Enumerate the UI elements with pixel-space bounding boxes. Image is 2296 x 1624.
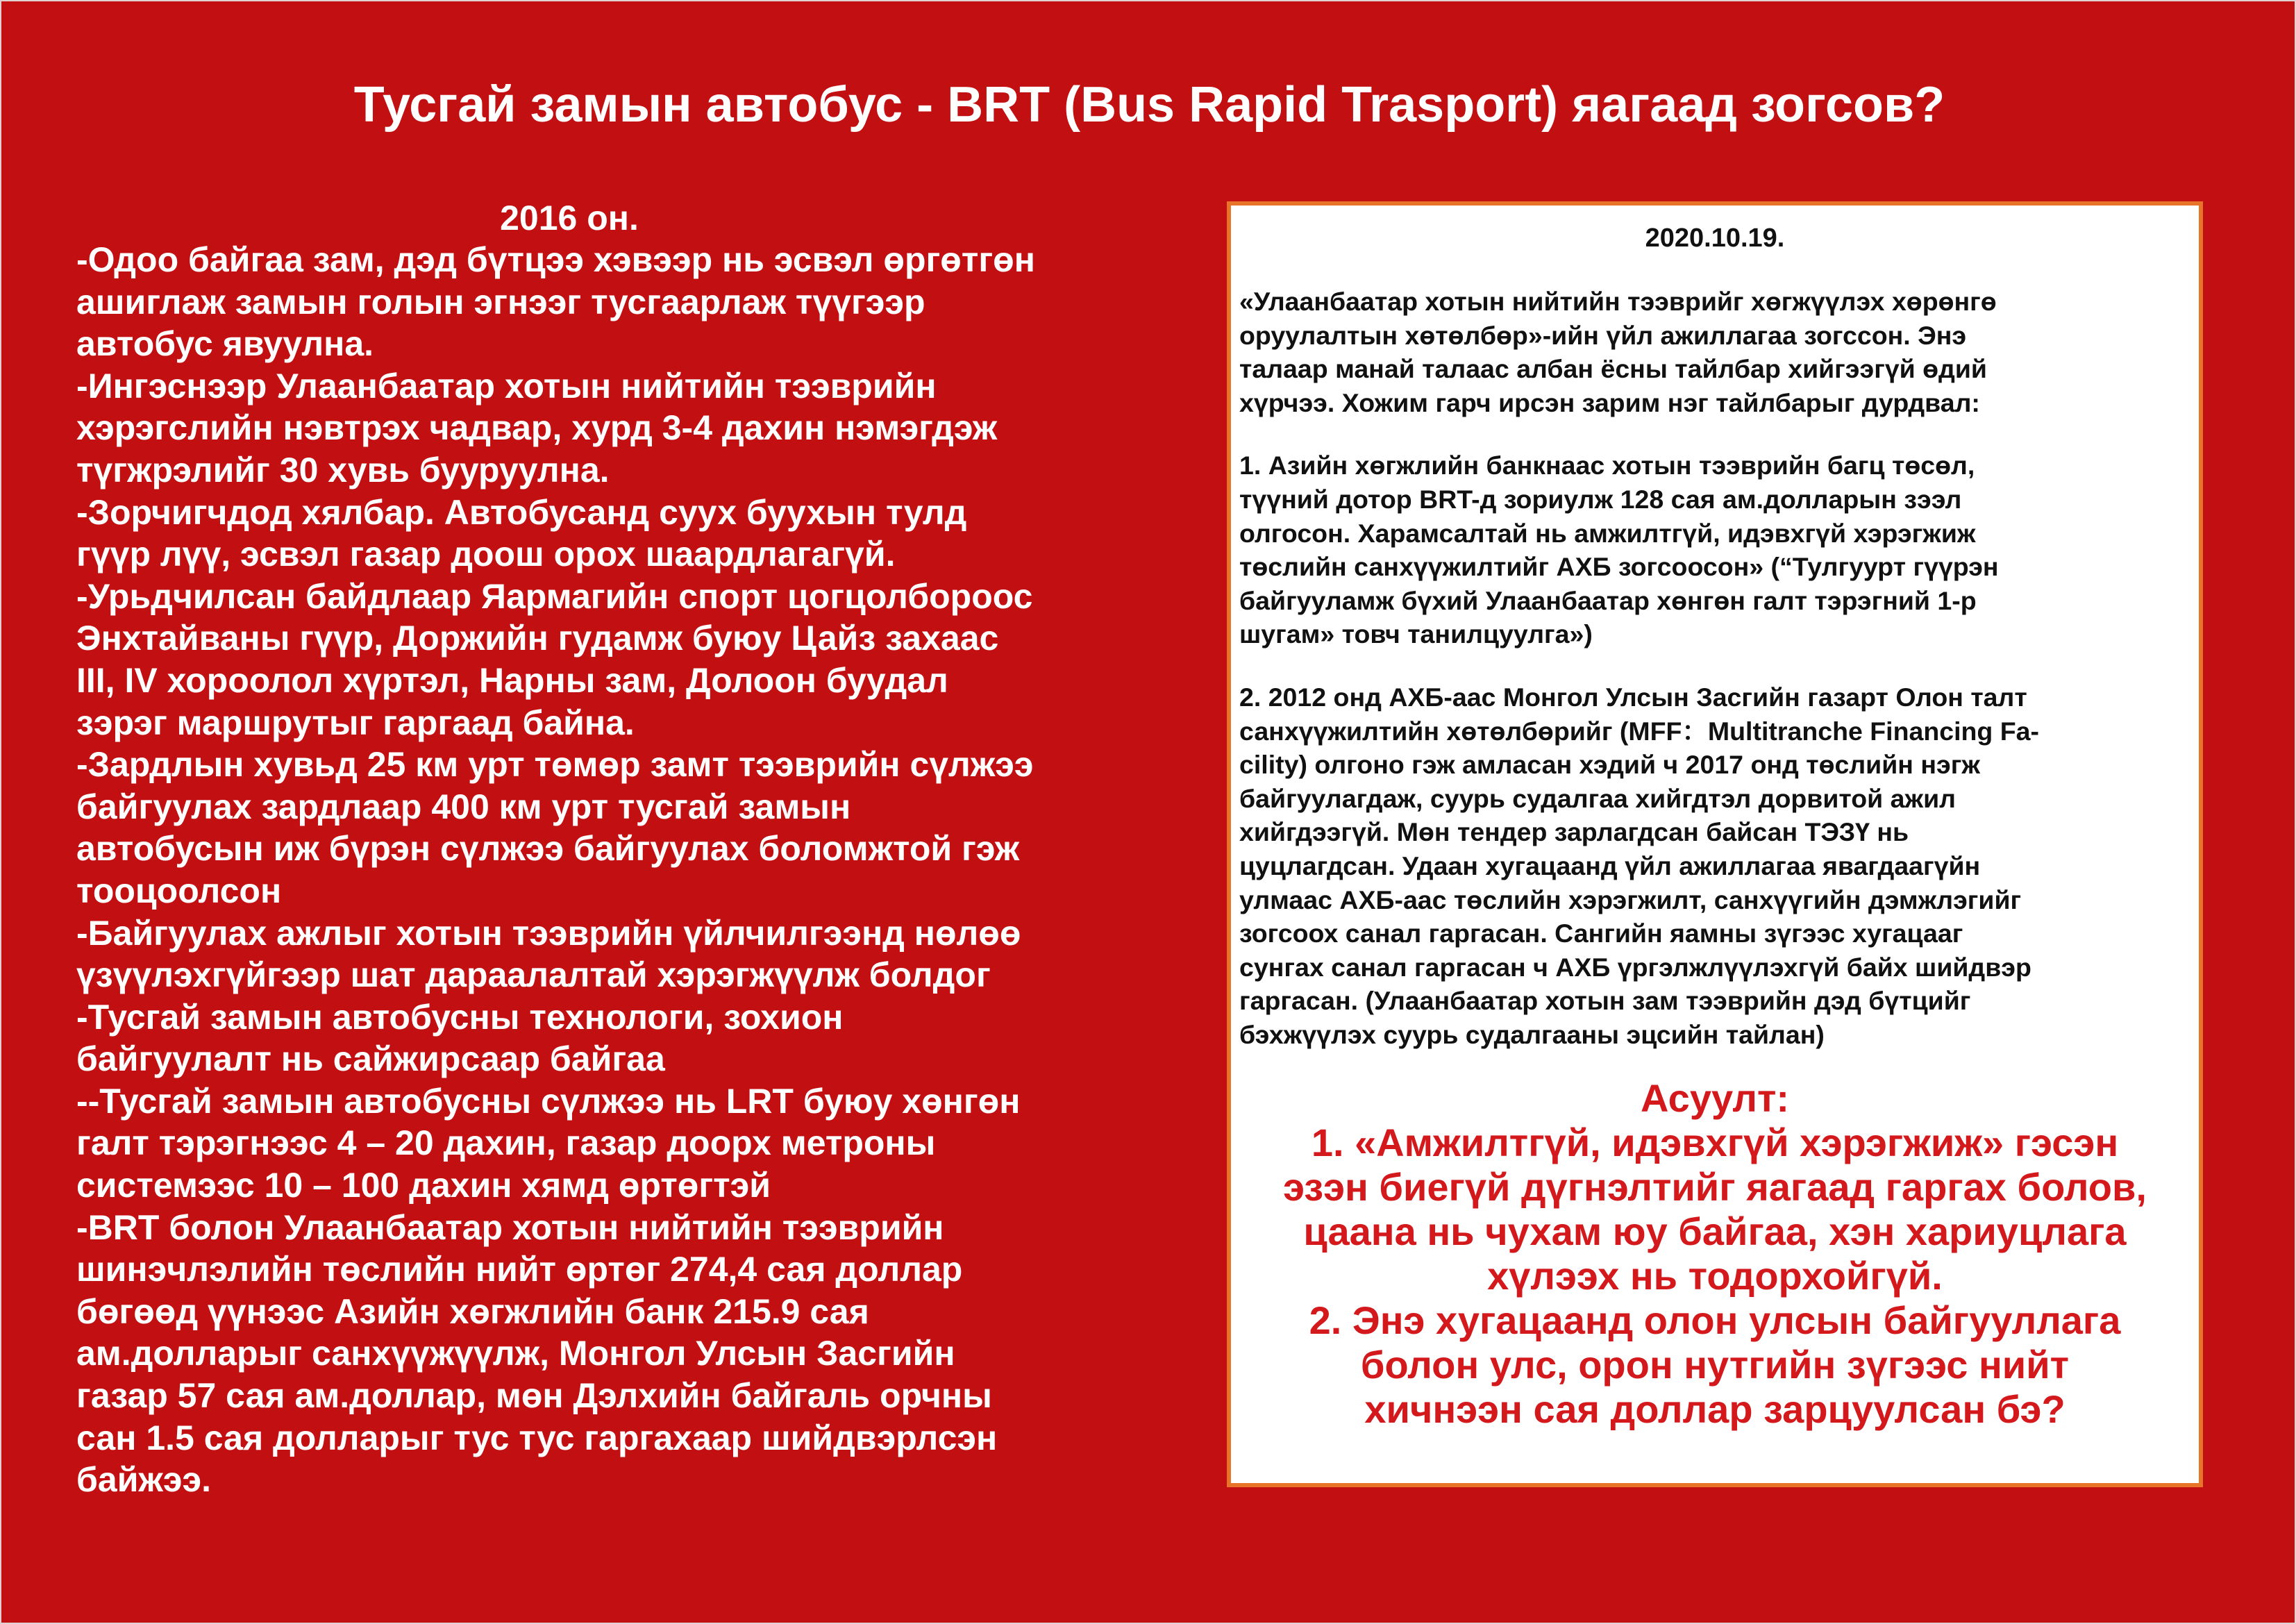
right-intro-paragraph: «Улаанбаатар хотын нийтийн тээврийг хөгжүүлэх хөрөнгө оруулалтын хөтөлбөр»-ийн үйл ажиллагаа зогссон. Энэ талаар манай талаас албан ёсны тайлбар хийгээгүй өдий хүрчээ. Хожим гарч ирсэн зарим нэг тайлбарыг дурдвал: — [1239, 287, 1997, 417]
slide-title: Тусгай замын автобус - BRT (Bus Rapid Trasport) яагаад зогсов? — [353, 77, 1945, 133]
left-year-heading: 2016 он. — [500, 199, 639, 237]
question-2: 2. Энэ хугацаанд олон улсын байгууллага болон улс, орон нутгийн зүгээс нийт хичнээн сая доллар зарцуулсан бэ? — [1309, 1298, 2121, 1432]
left-column — [76, 197, 1187, 1501]
left-body-text: -Одоо байгаа зам, дэд бүтцээ хэвээр нь эсвэл өргөтгөн ашиглаж замын голын эгнээг тусгаарлаж түүгээр автобус явуулна. -Ингэснээр Улаанбаатар хотын нийтийн тээврийн хэрэгслийн нэвтрэх чадвар, хурд 3-4 дахин нэмэгдэж түгжрэлийг 30 хувь бууруулна. -Зорчигчдод хялбар. Автобусанд суух буухын тулд гүүр лүү, эсвэл газар доош орох шаардлагагүй. -Урьдчилсан байдлаар Яармагийн спорт цогцолбороос Энхтайваны гүүр, Доржийн гудамж буюу Цайз захаас III, IV хороолол хүртэл, Нарны зам, Долоон буудал зэрэг маршрутыг гаргаад байна. -Зардлын хувьд 25 км урт төмөр замт тээврийн сүлжээ байгуулах зардлаар 400 км урт тусгай замын автобусын иж бүрэн сүлжээ байгуулах боломжтой гэж тооцоолсон -Байгуулах ажлыг хотын тээврийн үйлчилгээнд нөлөө үзүүлэхгүйгээр шат дараалалтай хэрэгжүүлж болдог -Тусгай замын автобусны технологи, зохион байгуулалт нь сайжирсаар байгаа --Тусгай замын автобусны сүлжээ нь LRT буюу хөнгөн галт тэрэгнээс 4 – 20 дахин, газар доорх метроны системээс 10 – 100 дахин хямд өртөгтэй -BRT болон Улаанбаатар хотын нийтийн тээврийн шинэчлэлийн төслийн нийт өртөг 274,4 сая доллар бөгөөд үүнээс Азийн хөгжлийн банк 215.9 сая ам.долларыг санхүүжүүлж, Монгол Улсын Засгийн газар 57 сая ам.доллар, мөн Дэлхийн байгаль орчны сан 1.5 сая долларыг тус тус гаргахаар шийдвэрлсэн байжээ. — [76, 240, 1035, 1500]
question-1: 1. «Амжилтгүй, идэвхгүй хэрэгжиж» гэсэн эзэн биегүй дүгнэлтийг яагаад гаргах болов, цаана нь чухам юу байгаа, хэн хариуцлага хүлээх нь тодорхойгүй. — [1283, 1121, 2147, 1298]
question-heading: Асуулт: — [1640, 1076, 1790, 1121]
right-point-2: 2. 2012 онд АХБ-аас Монгол Улсын Засгийн газарт Олон талт санхүүжилтийн хөтөлбөрийг (MFF：Multitranche Financing Fa- cility) олгоно гэж амласан хэдий ч 2017 онд төслийн нэгж байгуулагдаж, суурь судалгаа хийгдтэл дорвитой ажил хийгдээгүй. Мөн тендер зарлагдсан байсан ТЭЗҮ нь цуцлагдсан. Удаан хугацаанд үйл ажиллагаа явагдаагүйн улмаас АХБ-аас төслийн хэрэгжилт, санхүүгийн дэмжлэгийг зогсоох санал гаргасан. Сангийн яамны зүгээс хугацааг сунгах санал гаргасан ч АХБ үргэлжлүүлэхгүй байх шийдвэр гаргасан. (Улаанбаатар хотын зам тээврийн дэд бүтцийг бэхжүүлэх суурь судалгааны эцсийн тайлан) — [1239, 682, 2040, 1049]
question-block — [1239, 1076, 2190, 1432]
right-date: 2020.10.19. — [1645, 224, 1785, 253]
right-point-1: 1. Азийн хөгжлийн банкнаас хотын тээврийн багц төсөл, түүний дотор BRT-д зориулж 128 сая ам.долларын зээл олгосон. Харамсалтай нь амжилтгүй, идэвхгүй хэрэгжиж төслийн санхүүжилтийг АХБ зогсоосон» (“Тулгуурт гүүрэн байгууламж бүхий Улаанбаатар хөнгөн галт тэрэгний 1-р шугам» товч танилцуулга») — [1239, 451, 1999, 649]
right-info-box — [1227, 201, 2203, 1487]
